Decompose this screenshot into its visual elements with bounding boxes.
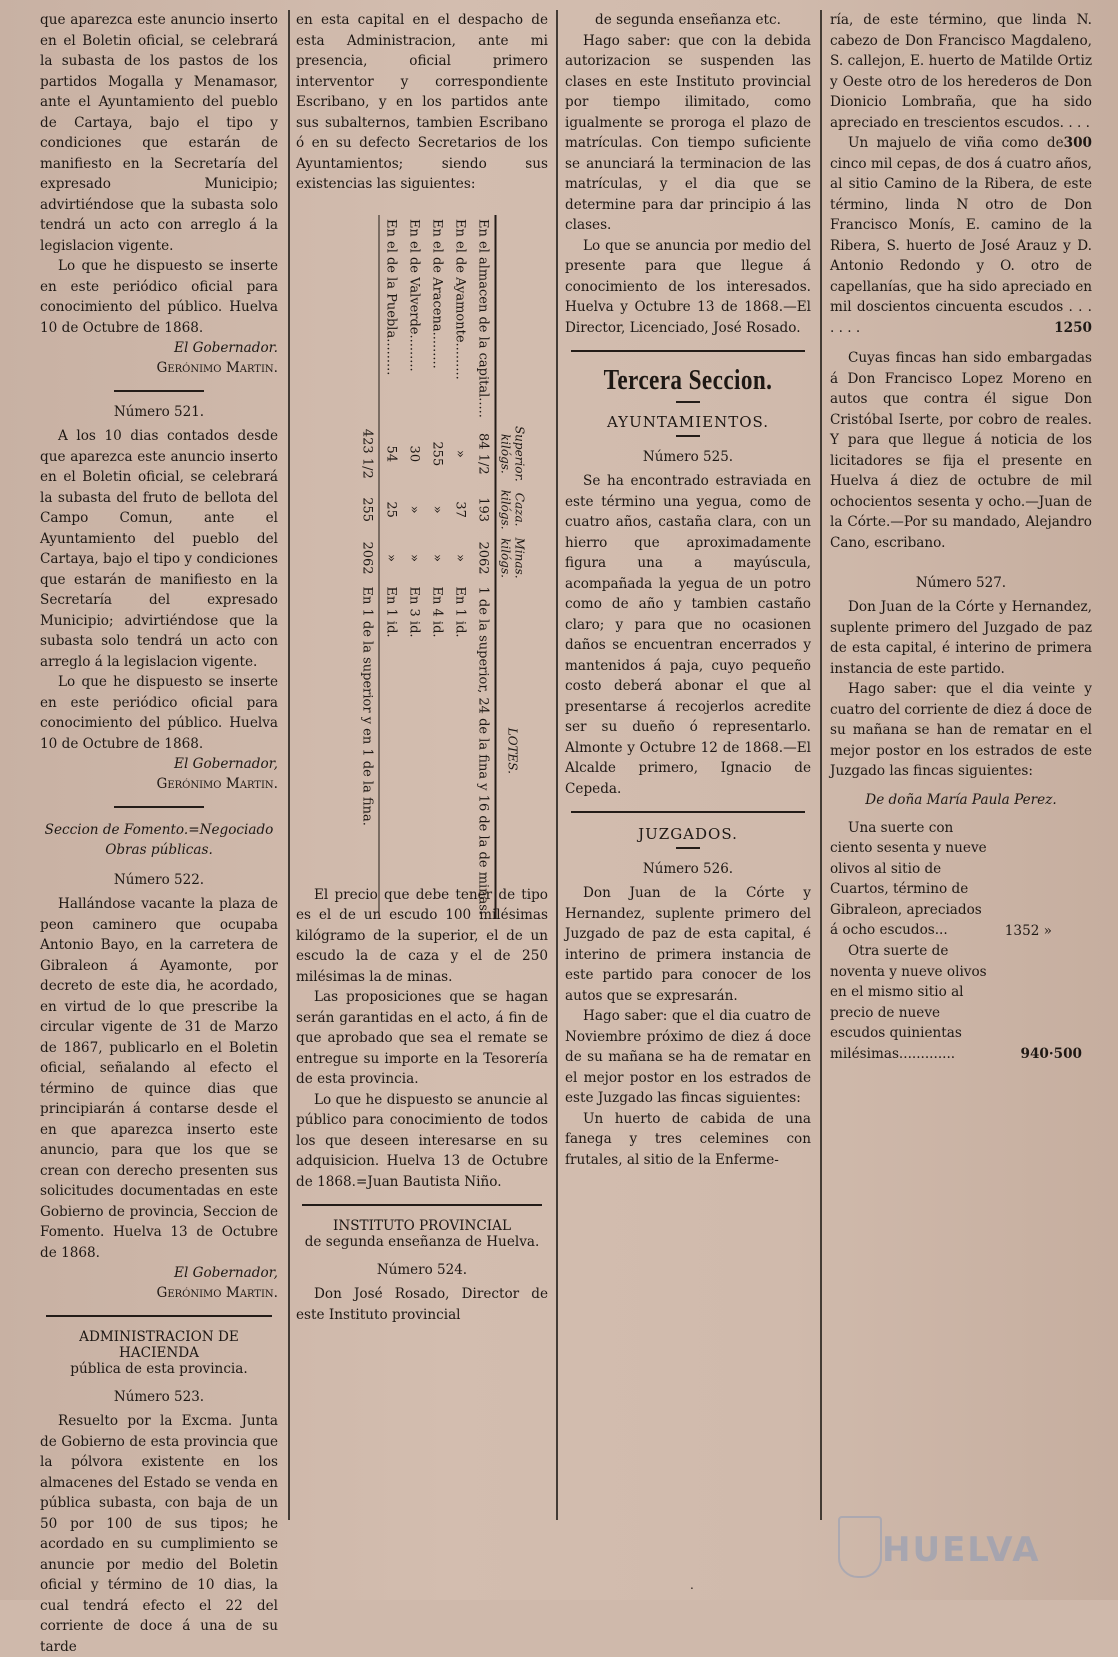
notice-text: Lo que he dispuesto se inserte en este periódico oficial para conocimiento del público. Huelva 10 de Octubre de 1868. — [40, 258, 278, 336]
section-heading: JUZGADOS. — [638, 825, 738, 843]
amount: 300 — [1063, 135, 1092, 151]
notice-text: Don Juan de la Córte y Hernandez, suplente primero del Juzgado de paz de esta capital, é interino de primera instancia de este partido. — [830, 599, 1092, 677]
notice-text: Lo que se anuncia por medio del presente para que llegue á conocimiento de los interesados. Huelva y Octubre 13 de 1868.—El Director, Licenciado, José Rosado. — [565, 237, 811, 336]
notice-text: en esta capital en el despacho de esta Administracion, ante mi presencia, oficial primero interventor y correspondiente Escribano, y en los partidos ante sus subalternos, tambien Escribano ó en su defecto Secretarios de los Ayuntamientos; siendo sus existencias las siguientes: — [296, 12, 548, 192]
notice-text: Se ha encontrado estraviada en este término una yegua, como de cuatro años, castaña clara, con un hierro que aproximadamente figura una a mayúscula, acompañada la yegua de un potro como de año y tambien castaño claro; y para que no ocasionen daños se encuentran encerrados y mantenidos á paja, cuyo pequeño costo deberá abonar el que al presentarse á recojerlos acredite ser su dueño ó representarlo. Almonte y Octubre 12 de 1868.—El Alcalde primero, Ignacio de Cepeda. — [565, 473, 811, 797]
notice-text: Hago saber: que el dia veinte y cuatro del corriente de diez á doce de su mañana se han de rematar en el mejor postor en los estrados de este Juzgado las fincas siguientes: — [830, 681, 1092, 779]
table-header — [496, 215, 529, 422]
notice-text: Lo que he dispuesto se anuncie al público para conocimiento de todos los que deseen interesarse en su adquisicion. Huelva 13 de Octubre de 1868.=Juan Bautista Niño. — [296, 1091, 548, 1190]
notice-text: Lo que he dispuesto se inserte en este periódico oficial para conocimiento del público. Huelva 10 de Octubre de 1868. — [40, 674, 278, 752]
table-row-total — [356, 215, 380, 919]
table-cell: » — [429, 553, 445, 562]
table-cell: 2062 — [475, 540, 491, 575]
shield-icon — [838, 1516, 882, 1578]
gunpowder-table-wrap — [296, 195, 548, 915]
table-cell: En 1 de la superior y en 1 de la fina. — [356, 582, 380, 919]
table-cell: 2062 — [356, 533, 380, 582]
notice-text: que aparezca este anuncio inserto en el Boletin oficial, se celebrará la subasta de los pastos de los partidos Mogalla y Menamasor, ante el Ayuntamiento del pueblo de Cartaya, bajo el tipo y condiciones que estarán de manifiesto en la Secretaría del expresado Municipio; advirtiéndose que la subasta solo tendrá un acto con arreglo á la legislacion vigente. — [40, 12, 278, 254]
column-3 — [565, 10, 811, 1170]
notice-text: Hago saber: que con la debida autorizacion se suspenden las clases en este Instituto provincial por tiempo ilimitado, como igualmente se proroga el plazo de matrículas. Con tiempo suficiente se anunciará la terminacion de las matrículas, y el dia que se determine para dar principio á las clases. — [565, 32, 811, 233]
amount: 1250 — [1054, 319, 1092, 336]
notice-number: Número 522. — [113, 872, 205, 888]
divider — [302, 1204, 541, 1206]
notice-text: de segunda enseñanza etc. — [595, 12, 781, 28]
table-cell: 1 de la superior, 24 de la fina y 16 de la de minas. — [475, 586, 491, 915]
item-text: Otra suerte de noventa y nueve olivos en el mismo sitio al precio de nueve escudos quinientas milésimas............. — [830, 943, 987, 1062]
table-cell: En 3 id. — [406, 586, 422, 638]
divider — [114, 806, 204, 808]
table-cell: En el almacen de la capital..... — [475, 218, 491, 418]
table-cell: » — [406, 553, 422, 562]
section-subheading: pública de esta provincia. — [70, 1361, 248, 1377]
notice-text: Hago saber: que el dia cuatro de Noviembre próximo de diez á doce de su mañana se ha de rematar en el mejor postor en los estrados de este Juzgado las fincas siguientes: — [565, 1008, 811, 1106]
notice-text: Cuyas fincas han sido embargadas á Don Francisco Lopez Moreno en autos que contra él sigue Don Cristóbal Iserte, por cobro de reales. Y para que llegue á noticia de los licitadores se fija el presente en Huelva á diez de octubre de mil ochocientos sesenta y ocho.—Juan de la Córte.—Por su mandado, Alejandro Cano, escribano. — [830, 350, 1092, 551]
table-cell: En 1 id. — [383, 586, 399, 638]
table-cell: 37 — [452, 500, 468, 518]
notice-text: Resuelto por la Excma. Junta de Gobierno de esta provincia que la pólvora existente en los almacenes del Estado se venda en pública subasta, con baja de un 50 por 100 de sus tipos; he acordado en su cumplimiento se anuncie por medio del Boletin oficial y término de 10 dias, la cual tendrá efecto el 22 del corriente de doce á una de su tarde — [40, 1413, 278, 1655]
table-row — [379, 215, 403, 919]
signature-title: El Gobernador, — [174, 756, 278, 772]
notice-number: Número 527. — [915, 575, 1007, 591]
column-1 — [40, 10, 278, 1657]
notice-text: A los 10 dias contados desde que aparezca este anuncio inserto en el Boletin oficial, se celebrará la subasta del fruto de bellota del Campo Comun, ante el Ayuntamiento del pueblo del Cartaya, bajo el tipo y condiciones que estarán de manifiesto en la Secretaría del expresado Municipio; advirtiéndose que la subasta solo tendrá un acto con arreglo á la legislacion vigente. — [40, 428, 278, 670]
table-cell: » — [452, 553, 468, 562]
table-cell: 30 — [406, 445, 422, 462]
table-cell: 54 — [383, 445, 399, 462]
divider — [46, 1315, 272, 1317]
notice-text: Don José Rosado, Director de este Instituto provincial — [296, 1286, 548, 1323]
notice-number: Número 526. — [642, 861, 734, 877]
table-cell: 255 — [429, 440, 445, 466]
table-cell: 193 — [475, 496, 491, 522]
section-heading: INSTITUTO PROVINCIAL — [332, 1218, 512, 1234]
table-cell: 423 1/2 — [356, 421, 380, 485]
section-heading: Seccion de Fomento.=Negociado Obras públicas. — [44, 822, 274, 858]
divider — [676, 435, 700, 437]
column-2 — [296, 10, 548, 1510]
notice-number: Número 525. — [642, 449, 734, 465]
table-cell: En el de la Puebla......... — [383, 218, 399, 375]
notice-text: Don Juan de la Córte y Hernandez, suplente primero del Juzgado de paz de esta capital, é interino de primera instancia de este partido para conocer de los autos que se expresarán. — [565, 885, 811, 1004]
table-cell: 84 1/2 — [475, 432, 491, 475]
table-cell: 255 — [356, 485, 380, 533]
notice-text: Hallándose vacante la plaza de peon caminero que ocupaba Antonio Bayo, en la carretera de Gibraleon á Ayamonte, por decreto de este dia, he acordado, en virtud de lo que prescribe la circular vigente de 31 de Marzo de 1867, publicarlo en el Boletin oficial, señalando al efecto el término de quince dias que principiarán á contarse desde el en que aparezca inserto este anuncio, para que los que se crean con derecho presenten sus solicitudes documentadas en este Gobierno de provincia, Seccion de Fomento. Huelva 13 de Octubre de 1868. — [40, 896, 278, 1261]
table-cell: » — [429, 505, 445, 514]
table-row — [426, 215, 449, 919]
huelva-watermark-logo — [838, 1510, 1041, 1582]
section-heading: ADMINISTRACION DE HACIENDA — [79, 1329, 239, 1361]
table-header: Superior. kilógs. — [496, 421, 529, 485]
notice-number: Número 524. — [376, 1262, 468, 1278]
notice-text — [830, 10, 1092, 151]
section-subheading: de segunda enseñanza de Huelva. — [304, 1234, 540, 1250]
watermark-text: HUELVA — [882, 1530, 1041, 1570]
notice-number: Número 523. — [113, 1389, 205, 1405]
section-heading: AYUNTAMIENTOS. — [606, 413, 770, 431]
signature-name: Gerónimo Martin. — [156, 360, 278, 376]
notice-text: El precio que debe tener de tipo es el de un escudo 100 milésimas kilógramo de la superior, el de un escudo la de caza y el de 250 milésimas la de minas. — [296, 886, 548, 985]
notice-text: Las proposiciones que se hagan serán garantidas en el acto, á fin de que aprobado que sea el remate se entregue su importe en la Tesorería de esta provincia. — [296, 989, 548, 1087]
table-row — [449, 215, 472, 919]
column-4 — [830, 10, 1092, 1065]
table-header: Caza. kilógs. — [496, 485, 529, 533]
notice-number: Número 521. — [113, 404, 205, 420]
table-cell: En el de Valverde......... — [406, 218, 422, 372]
signature-name: Gerónimo Martin. — [156, 776, 278, 792]
column-rule — [288, 10, 290, 1520]
divider — [571, 350, 805, 352]
signature-title: El Gobernador. — [174, 340, 278, 356]
section-title: Tercera Seccion. — [603, 364, 773, 396]
item-text: Un majuelo de viña como de cinco mil cepas, de dos á cuatro años, al sitio Camino de la Ribera, de este término, linda N otro de Don Francisco Monís, E. camino de la Ribera, S. huerto de José Arauz y D. Antonio Redondo y O. otro de capellanías, que ha sido apreciado en mil doscientos cincuenta escudos . . . . . . . — [830, 135, 1092, 336]
amount: 1352 » — [1004, 922, 1052, 939]
table-cell: » — [452, 449, 468, 458]
table-cell: En el de Aracena......... — [429, 218, 445, 369]
table-cell: » — [383, 553, 399, 562]
gunpowder-table — [356, 215, 529, 919]
signature-name: Gerónimo Martin. — [156, 1285, 278, 1301]
notice-text — [830, 133, 1092, 338]
amount: 940·500 — [1020, 1046, 1082, 1062]
table-row — [472, 215, 496, 919]
divider — [676, 847, 700, 849]
item-text: Una suerte con ciento sesenta y nueve olivos al sitio de Cuartos, término de Gibraleon, apreciados á ocho escudos... — [830, 819, 987, 938]
section-heading: De doña María Paula Perez. — [865, 791, 1057, 808]
table-cell: En el de Ayamonte......... — [452, 218, 468, 380]
table-row — [403, 215, 426, 919]
table-cell — [356, 215, 380, 422]
table-cell: » — [406, 505, 422, 514]
column-rule — [556, 10, 558, 1520]
table-cell: En 4 id. — [429, 586, 445, 638]
column-rule — [820, 10, 822, 1520]
divider — [114, 390, 204, 392]
rotated-table — [334, 215, 529, 915]
page-mark: . — [690, 1578, 694, 1592]
table-cell: 25 — [383, 500, 399, 518]
table-header: Minas. kilógs. — [496, 533, 529, 582]
notice-text: Un huerto de cabida de una fanega y tres celemines con frutales, al sitio de la Enferme- — [565, 1110, 811, 1168]
item-text: ría, de este término, que linda N. cabezo de Don Francisco Magdaleno, S. callejon, E. huerto de Matilde Ortiz y Oeste otro de los herederos de Don Dionicio Lombraña, que ha sido apreciado en trescientos escudos. . . . — [830, 12, 1092, 131]
table-cell: En 1 id. — [452, 586, 468, 638]
table-header: LOTES. — [496, 582, 529, 919]
divider — [571, 811, 805, 813]
divider — [676, 401, 700, 403]
signature-title: El Gobernador, — [174, 1265, 278, 1281]
